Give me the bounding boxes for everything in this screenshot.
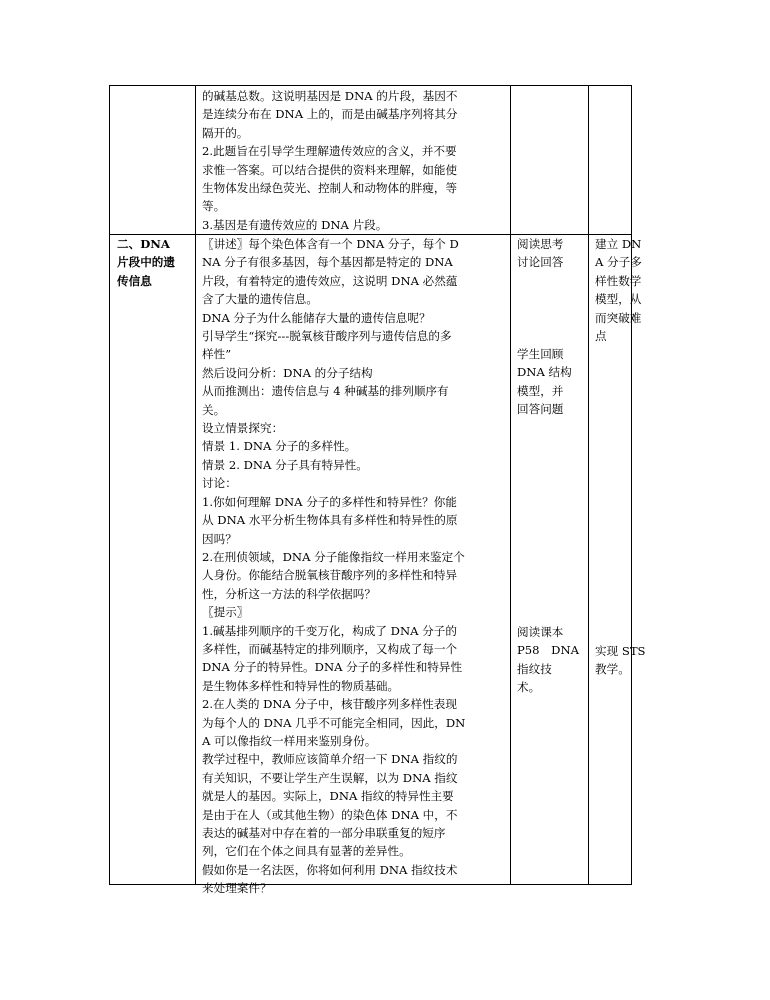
design-intent-2: [595, 642, 646, 679]
text-line: 是生物体多样性和特异性的物质基础。: [202, 678, 400, 693]
text-line: 样性数学: [595, 273, 642, 288]
text-line: 回答问题: [517, 402, 564, 417]
design-intent-1: [595, 235, 642, 345]
student-activity-2: [517, 345, 572, 419]
text-line: 3.基因是有遗传效应的 DNA 片段。: [202, 217, 388, 232]
text-line: 情景 2. DNA 分子具有特异性。: [202, 457, 368, 472]
column-divider: [510, 86, 511, 884]
text-line: A 分子多: [595, 255, 642, 270]
section-title-line: 二、DNA: [117, 237, 170, 251]
text-line: 隔开的。: [202, 125, 249, 140]
text-line: 从而推测出：遗传信息与 4 种碱基的排列顺序有: [202, 384, 449, 399]
text-line: 模型，并: [517, 383, 564, 398]
text-line: 因吗？: [202, 531, 237, 546]
text-line: 引导学生“探究---脱氧核苷酸序列与遗传信息的多: [202, 329, 452, 344]
text-line: 而突破难: [595, 310, 642, 325]
section-title-line: 片段中的遗: [117, 255, 175, 270]
text-line: 假如你是一名法医，你将如何利用 DNA 指纹技术: [202, 862, 458, 877]
text-line: 来处理案件？: [202, 881, 272, 896]
text-line: 是由于在人（或其他生物）的染色体 DNA 中，不: [202, 807, 458, 822]
text-line: 就是人的基因。实际上，DNA 指纹的特异性主要: [202, 789, 454, 804]
text-line: 讨论：: [202, 476, 237, 491]
text-line: 样性”: [202, 347, 232, 362]
text-line: 情景 1. DNA 分子的多样性。: [202, 439, 357, 454]
text-line: 多样性，而碱基特定的排列顺序，又构成了每一个: [202, 641, 458, 656]
text-line: 性，分析这一方法的科学依据吗？: [202, 586, 376, 601]
text-line: 模型，从: [595, 292, 642, 307]
section-title: [117, 235, 175, 290]
text-line: 然后设问分析：DNA 的分子结构: [202, 365, 373, 380]
text-line: 术。: [517, 680, 541, 695]
text-line: 教学。: [595, 662, 630, 677]
text-line: 2.在人类的 DNA 分子中，核苷酸序列多样性表现: [202, 697, 457, 712]
text-line: 为每个人的 DNA 几乎不可能完全相同，因此，DN: [202, 715, 466, 730]
row1-content: [202, 87, 457, 234]
text-line: 设立情景探究：: [202, 421, 284, 436]
text-line: A 可以像指纹一样用来鉴别身份。: [202, 733, 377, 748]
text-line: 建立 DN: [595, 237, 642, 251]
text-line: 生物体发出绿色荧光、控制人和动物体的胖瘦，等: [202, 181, 458, 196]
text-line: 表达的碱基对中存在着的一部分串联重复的短序: [202, 826, 446, 840]
text-line: 学生回顾: [517, 347, 564, 361]
text-line: 等。: [202, 199, 226, 214]
text-line: 片段，有着特定的遗传效应，这说明 DNA 必然蕴: [202, 273, 458, 288]
text-line: 含了大量的遗传信息。: [202, 292, 318, 307]
column-divider: [195, 86, 196, 884]
text-line: 教学过程中，教师应该简单介绍一下 DNA 指纹的: [202, 752, 458, 767]
text-line: 人身份。你能结合脱氧核苷酸序列的多样性和特异: [202, 568, 458, 583]
text-line: 指纹技: [517, 661, 552, 676]
column-divider: [588, 86, 589, 884]
text-line: 从 DNA 水平分析生物体具有多样性和特异性的原: [202, 513, 458, 528]
text-line: 阅读思考: [517, 237, 564, 251]
text-line: 的碱基总数。这说明基因是 DNA 的片段，基因不: [202, 89, 458, 103]
text-line: 实现 STS: [595, 644, 646, 658]
text-line: DNA 结构: [517, 365, 572, 380]
student-activity-3: [517, 623, 579, 697]
row2-content: [202, 235, 465, 898]
text-line: 关。: [202, 402, 226, 417]
text-line: 〖提示〗: [202, 605, 249, 620]
text-line: 求惟一答案。可以结合提供的资料来理解，如能使: [202, 162, 458, 177]
lesson-table: [109, 85, 646, 896]
text-line: 是连续分布在 DNA 上的，而是由碱基序列将其分: [202, 107, 458, 122]
text-line: 讨论回答: [517, 255, 564, 270]
text-line: 阅读课本: [517, 625, 564, 639]
text-line: 点: [595, 329, 607, 344]
section-title-line: 传信息: [117, 273, 152, 288]
text-line: 〖讲述〗每个染色体含有一个 DNA 分子，每个 D: [202, 237, 459, 251]
text-line: DNA 分子为什么能储存大量的遗传信息呢？: [202, 310, 431, 325]
text-line: DNA 分子的特异性。DNA 分子的多样性和特异性: [202, 660, 463, 675]
text-line: 列，它们在个体之间具有显著的差异性。: [202, 844, 411, 859]
text-line: 2.在刑侦领域，DNA 分子能像指纹一样用来鉴定个: [202, 549, 465, 564]
text-line: P58 DNA: [517, 643, 579, 658]
text-line: 2.此题旨在引导学生理解遗传效应的含义，并不要: [202, 144, 457, 159]
text-line: 1.你如何理解 DNA 分子的多样性和特异性？你能: [202, 494, 457, 509]
text-line: 1.碱基排列顺序的千变万化，构成了 DNA 分子的: [202, 623, 457, 638]
text-line: NA 分子有很多基因，每个基因都是特定的 DNA: [202, 255, 453, 270]
text-line: 有关知识，不要让学生产生误解，以为 DNA 指纹: [202, 770, 458, 785]
student-activity-1: [517, 235, 563, 272]
